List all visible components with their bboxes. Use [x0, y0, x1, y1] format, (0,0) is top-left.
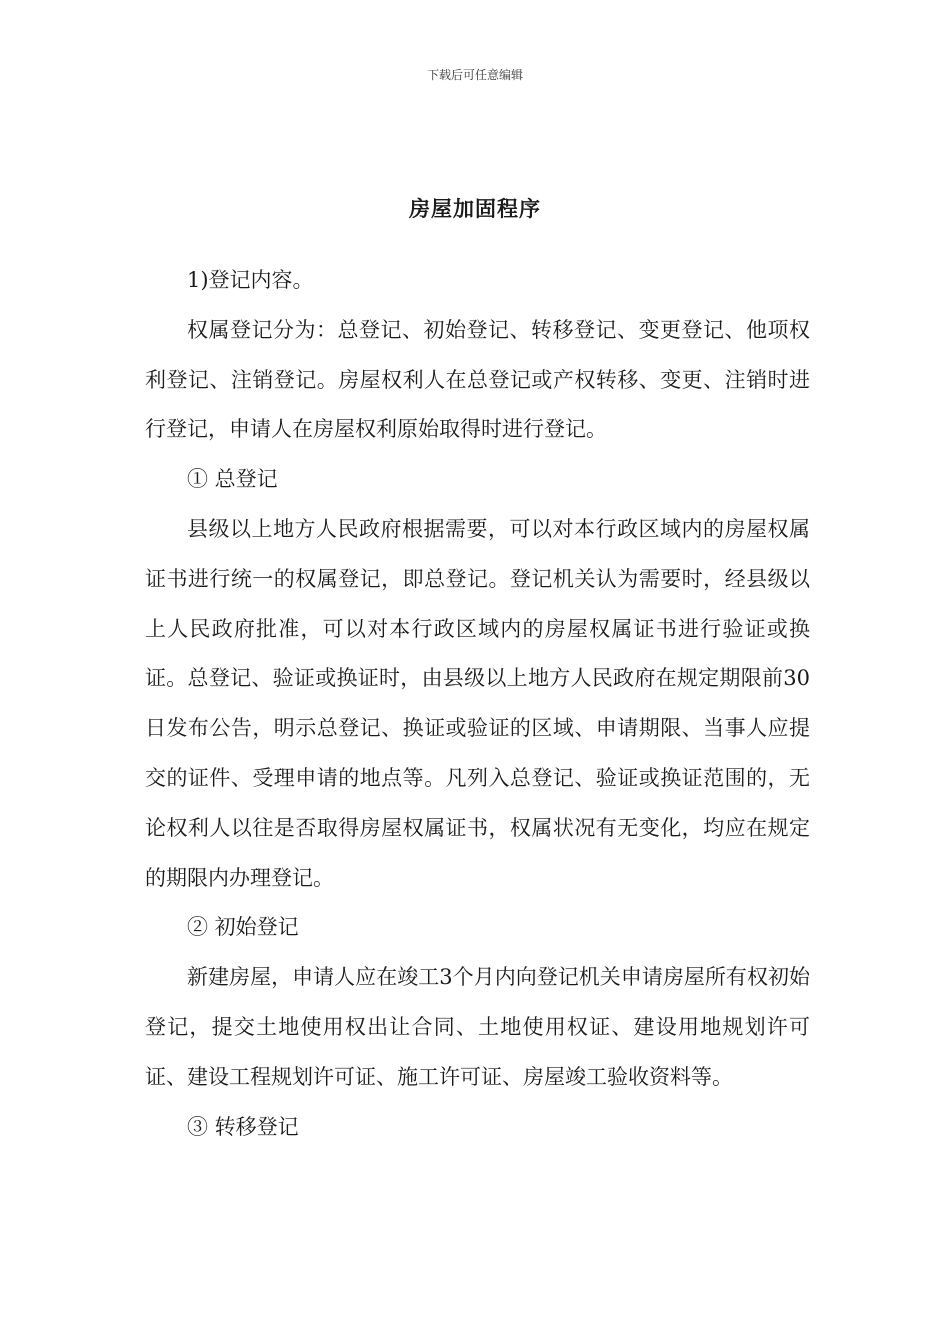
- heading-transfer-registration: ③ 转移登记: [187, 1114, 299, 1139]
- document-title: 房屋加固程序: [409, 196, 541, 221]
- paragraph-general-registration: 县级以上地方人民政府根据需要，可以对本行政区域内的房屋权属证书进行统一的权属登记，即总登记。登记机关认为需要时，经县级以上人民政府批准，可以对本行政区域内的房屋权属证书进行验证或换证。总登记、验证或换证时，由县级以上地方人民政府在规定期限前30日发布公告，明示总登记、换证或验证的区域、申请期限、当事人应提交的证件、受理申请的地点等。凡列入总登记、验证或换证范围的，无论权利人以往是否取得房屋权属证书，权属状况有无变化，均应在规定的期限内办理登记。: [145, 516, 810, 890]
- document-body: [145, 256, 810, 1152]
- paragraph-initial-registration: 新建房屋，申请人应在竣工3个月内向登记机关申请房屋所有权初始登记，提交土地使用权出让合同、土地使用权证、建设用地规划许可证、建设工程规划许可证、施工许可证、房屋竣工验收资料等。: [145, 965, 810, 1089]
- paragraph-registration-content: 1)登记内容。: [187, 268, 314, 292]
- heading-general-registration: ① 总登记: [187, 467, 278, 492]
- heading-initial-registration: ② 初始登记: [187, 915, 299, 940]
- page-header-note: 下载后可任意编辑: [426, 68, 523, 82]
- paragraph-registration-types: 权属登记分为：总登记、初始登记、转移登记、变更登记、他项权利登记、注销登记。房屋权利人在总登记或产权转移、变更、注销时进行登记，申请人在房屋权利原始取得时进行登记。: [145, 317, 810, 442]
